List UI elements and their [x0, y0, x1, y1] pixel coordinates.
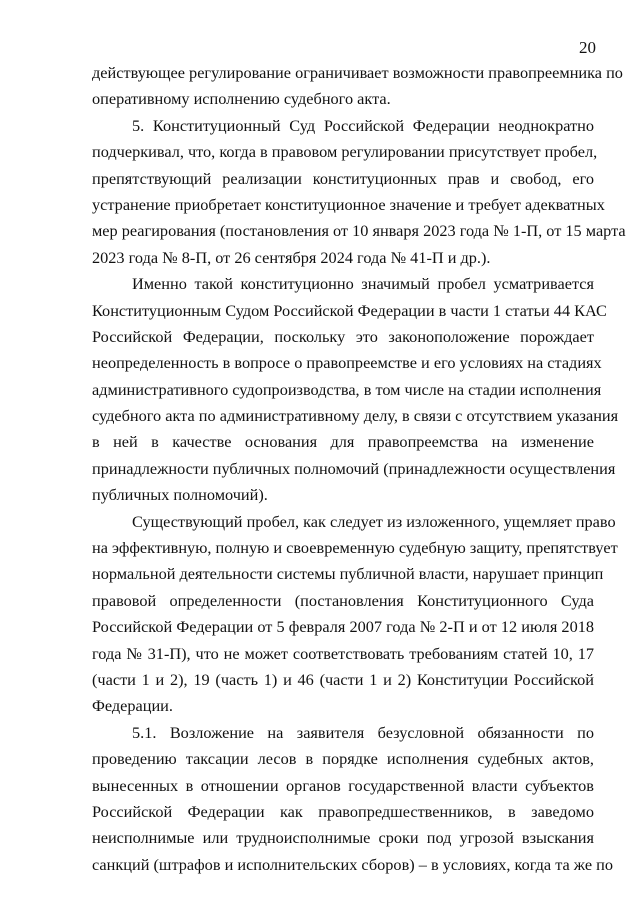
- text-line: мер реагирования (постановления от 10 января 2023 года № 1-П, от 15 марта: [92, 221, 626, 241]
- text-line: санкций (штрафов и исполнительских сборов) – в условиях, когда та же по: [92, 854, 613, 874]
- text-line: 5. Конституционный Суд Российской Федерации неоднократно: [132, 115, 594, 135]
- paragraph: [92, 271, 619, 509]
- text-line: 2023 года № 8-П, от 26 сентября 2024 года № 41-П и др.).: [92, 247, 491, 267]
- text-line: нормальной деятельности системы публичной власти, нарушает принцип: [92, 564, 604, 584]
- text-line: Существующий пробел, как следует из изложенного, ущемляет право: [132, 511, 616, 531]
- text-line: оперативному исполнению судебного акта.: [92, 89, 391, 109]
- text-line: в ней в качестве основания для правопреемства на изменение: [92, 432, 594, 452]
- text-line: административного судопроизводства, в том числе на стадии исполнения: [92, 379, 602, 399]
- paragraph: [92, 113, 626, 271]
- text-line: Именно такой конституционно значимый пробел усматривается: [132, 274, 594, 294]
- text-line: Российской Федерации, поскольку это законоположение порождает: [92, 326, 594, 346]
- text-line: устранение приобретает конституционное значение и требует адекватных: [92, 194, 605, 214]
- paragraph: [92, 509, 618, 720]
- text-line: правовой определенности (постановления Конституционного Суда: [92, 590, 594, 610]
- text-line: Конституционным Судом Российской Федерации в части 1 статьи 44 КАС: [92, 300, 607, 320]
- text-line: 5.1. Возложение на заявителя безусловной обязанности по: [132, 722, 594, 742]
- page-number: 20: [579, 38, 596, 57]
- text-line: публичных полномочий).: [92, 485, 268, 505]
- text-line: подчеркивал, что, когда в правовом регулировании присутствует пробел,: [92, 142, 598, 162]
- text-line: проведению таксации лесов в порядке исполнения судебных актов,: [92, 749, 594, 769]
- text-line: неопределенность в вопросе о правопреемстве и его условиях на стадиях: [92, 353, 602, 373]
- paragraph: [92, 60, 623, 113]
- text-line: Федерации.: [92, 696, 173, 716]
- text-line: принадлежности публичных полномочий (принадлежности осуществления: [92, 458, 616, 478]
- document-body: [92, 60, 626, 878]
- text-line: вынесенных в отношении органов государственной власти субъектов: [92, 775, 594, 795]
- text-line: судебного акта по административному делу, в связи с отсутствием указания: [92, 406, 619, 426]
- text-line: года № 31-П), что не может соответствовать требованиям статей 10, 17: [92, 643, 594, 663]
- text-line: (части 1 и 2), 19 (часть 1) и 46 (части 1 и 2) Конституции Российской: [92, 669, 594, 689]
- text-line: действующее регулирование ограничивает возможности правопреемника по: [92, 63, 623, 82]
- text-line: Российской Федерации от 5 февраля 2007 года № 2-П и от 12 июля 2018: [92, 617, 594, 637]
- text-line: Российской Федерации как правопредшественников, в заведомо: [92, 801, 594, 821]
- paragraph: [92, 720, 613, 878]
- text-line: неисполнимые или трудноисполнимые сроки под угрозой взыскания: [92, 828, 594, 848]
- text-line: препятствующий реализации конституционных прав и свобод, его: [92, 168, 594, 188]
- text-line: на эффективную, полную и своевременную судебную защиту, препятствует: [92, 538, 618, 558]
